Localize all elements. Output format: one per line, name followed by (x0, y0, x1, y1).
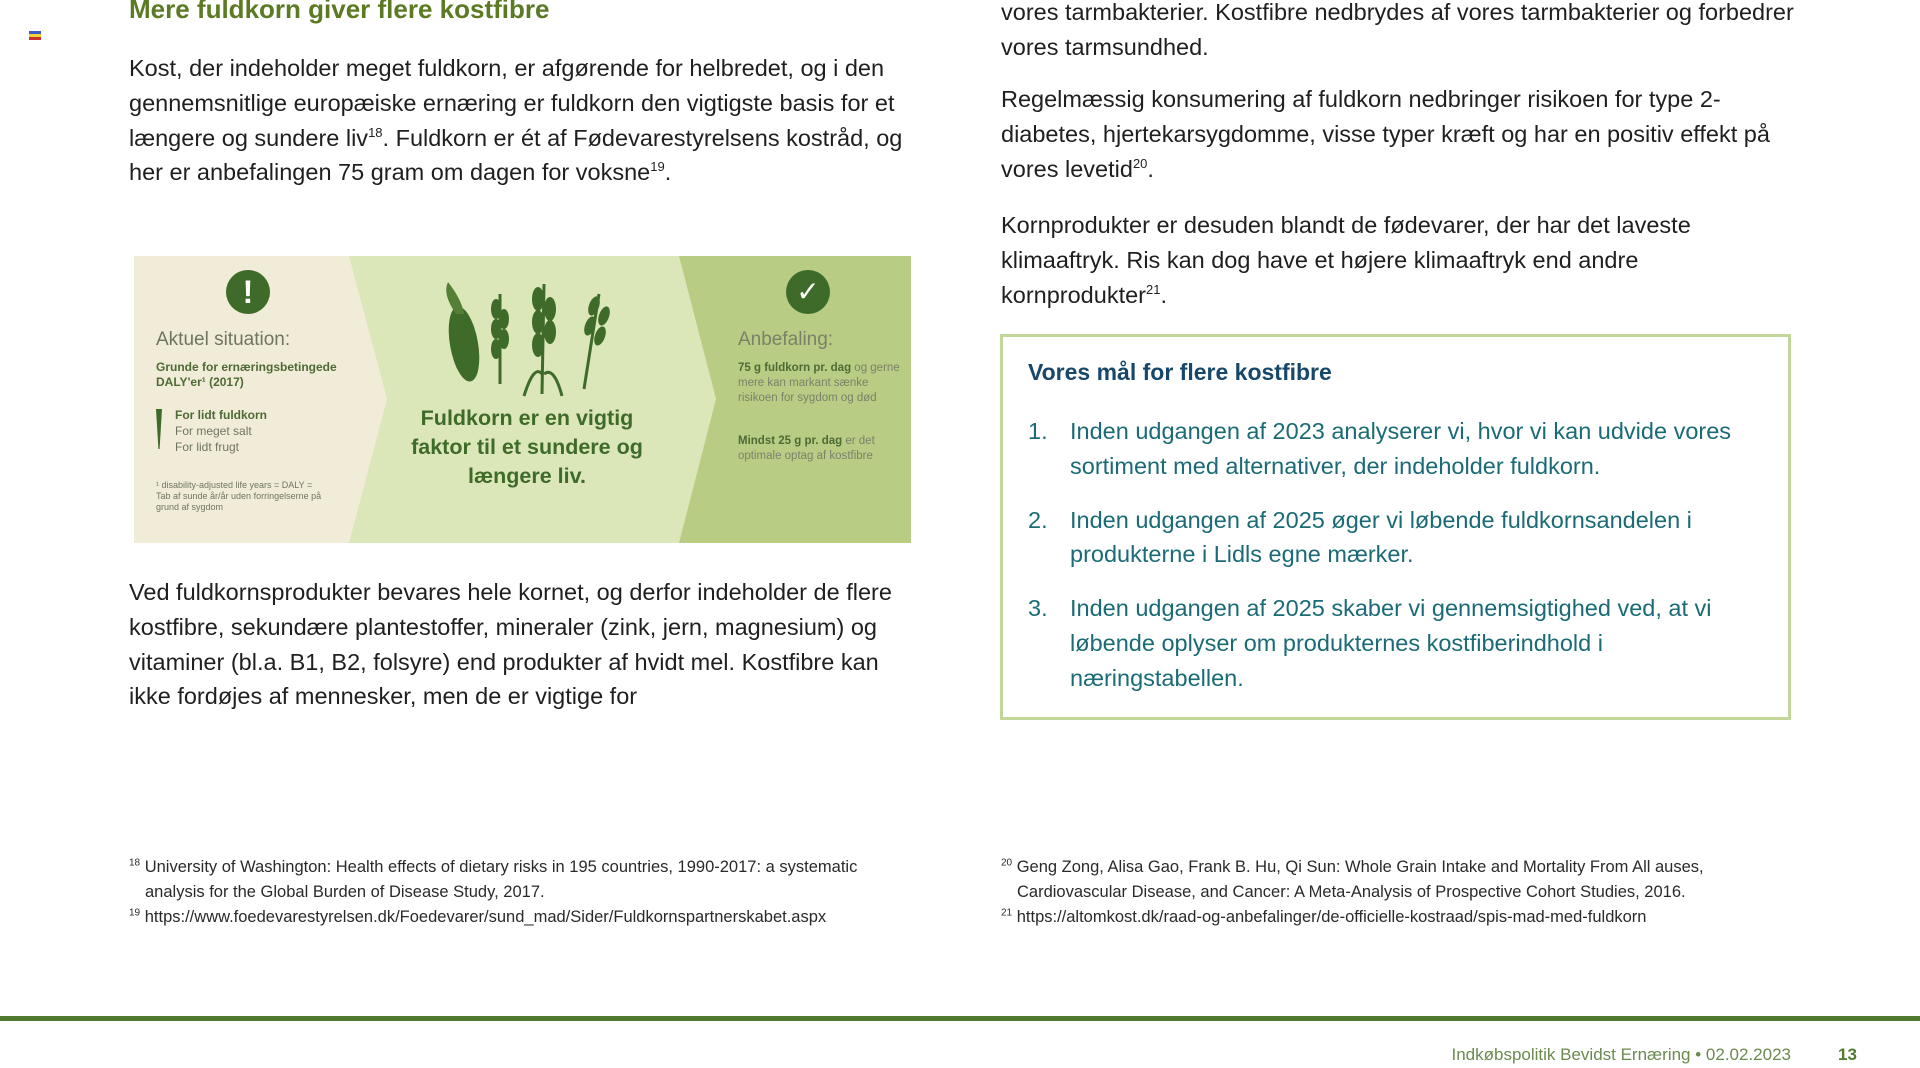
climate-paragraph: Kornprodukter er desuden blandt de fødevarer, der har det laveste klimaaftryk. Ris kan dog have et højere klimaaftryk end andre kornprodukter$^{21}$. (1001, 212, 1691, 308)
footnote-ref-21: 21 (1146, 281, 1161, 297)
footnote-ref-18: 18 (368, 124, 383, 140)
footer-title: Indkøbspolitik Bevidst Ernæring • 02.02.2023 (1451, 1045, 1791, 1064)
recommendation-2: Mindst 25 g pr. dag er det optimale optag af kostfibre (738, 435, 875, 462)
alert-icon: ! (226, 270, 270, 314)
section-heading: Mere fuldkorn giver flere kostfibre (129, 0, 550, 24)
goal-item: 3. Inden udgangen af 2025 skaber vi gennemsigtighed ved, at vi løbende oplyser om produkternes kostfiberindhold i næringstabellen. (1028, 595, 1712, 691)
cause-3: For lidt frugt (175, 440, 240, 454)
wholegrain-infographic (134, 256, 911, 543)
footnote-ref-19: 19 (650, 159, 665, 175)
gut-paragraph: vores tarmbakterier. Kostfibre nedbrydes af vores tarmbakterier og forbedrer vores tarmsundhed. (1001, 0, 1794, 60)
recommendation-title: Anbefaling: (738, 329, 834, 350)
footnote-ref-20: 20 (1132, 155, 1148, 171)
recommendation-1: 75 g fuldkorn pr. dag og gerne mere kan markant sænke risikoen for sygdom og død (738, 362, 900, 404)
goal-item: 1. Inden udgangen af 2023 analyserer vi, hvor vi kan udvide vores sortiment med alternativer, der indeholder fuldkorn. (1028, 418, 1732, 479)
infographic-center-text: Fuldkorn er en vigtig faktor til et sundere og længere liv. (411, 406, 643, 488)
goal-item: 2. Inden udgangen af 2025 øger vi løbende fuldkornsandelen i produkterne i Lidls egne mærker. (1028, 506, 1692, 568)
health-paragraph: Regelmæssig konsumering af fuldkorn nedbringer risikoen for type 2-diabetes, hjertekarsygdomme, visse typer kræft og har en positiv effekt på vores levetid$^{20}$. (1001, 86, 1770, 182)
footer-rule (0, 1016, 1920, 1021)
cause-2: For meget salt (175, 424, 252, 438)
grains-icon (434, 274, 634, 399)
page-number: 13 (1838, 1045, 1857, 1064)
footnote-20: $^{20}$ Geng Zong, Alisa Gao, Frank B. Hu, Qi Sun: Whole Grain Intake and Mortality From All auses, Cardiovascular Disease, and Cancer: A Meta-Analysis of Prospective Cohort Studies, 2016. (1001, 857, 1704, 901)
situation-subtitle: Grunde for ernæringsbetingede DALY'er¹ (2017) (156, 360, 337, 389)
footnote-18: $^{18}$ University of Washington: Health effects of dietary risks in 195 countries, 1990-2017: a systematic analysis for the Global Burden of Disease Study, 2017. (129, 857, 858, 901)
goals-list (1028, 414, 1778, 715)
daly-footnote: ¹ disability-adjusted life years = DALY = Tab af sunde år/år uden forringelserne på grund af sygdom (156, 480, 322, 512)
check-icon: ✓ (786, 270, 830, 314)
language-flag-icon (29, 31, 41, 41)
cause-1: For lidt fuldkorn (175, 408, 267, 422)
intro-paragraph: Kost, der indeholder meget fuldkorn, er afgørende for helbredet, og i den gennemsnitlige europæiske ernæring er fuldkorn den vigtigste basis for et længere og sundere liv$^{18}$. Fuldkorn er ét af Fødevarestyrelsens kostråd, og her er anbefalingen 75 gram om dagen for voksne$^{19}$. (129, 55, 903, 186)
wholegrain-paragraph: Ved fuldkornsprodukter bevares hele kornet, og derfor indeholder de flere kostfibre, sekundære plantestoffer, mineraler (zink, jern, magnesium) og vitaminer (bl.a. B1, B2, folsyre) end produkter af hvidt mel. Kostfibre kan ikke fordøjes af mennesker, men de er vigtige for (129, 579, 892, 710)
goals-title: Vores mål for flere kostfibre (1028, 359, 1332, 385)
situation-title: Aktuel situation: (156, 329, 291, 350)
footnote-21: $^{21}$ https://altomkost.dk/raad-og-anbefalinger/de-officielle-kostraad/spis-mad-med-fuldkorn (1001, 907, 1647, 926)
goals-box (1000, 334, 1791, 720)
footnote-19: $^{19}$ https://www.foedevarestyrelsen.dk/Foedevarer/sund_mad/Sider/Fuldkornspartnerskabet.aspx (129, 907, 827, 926)
